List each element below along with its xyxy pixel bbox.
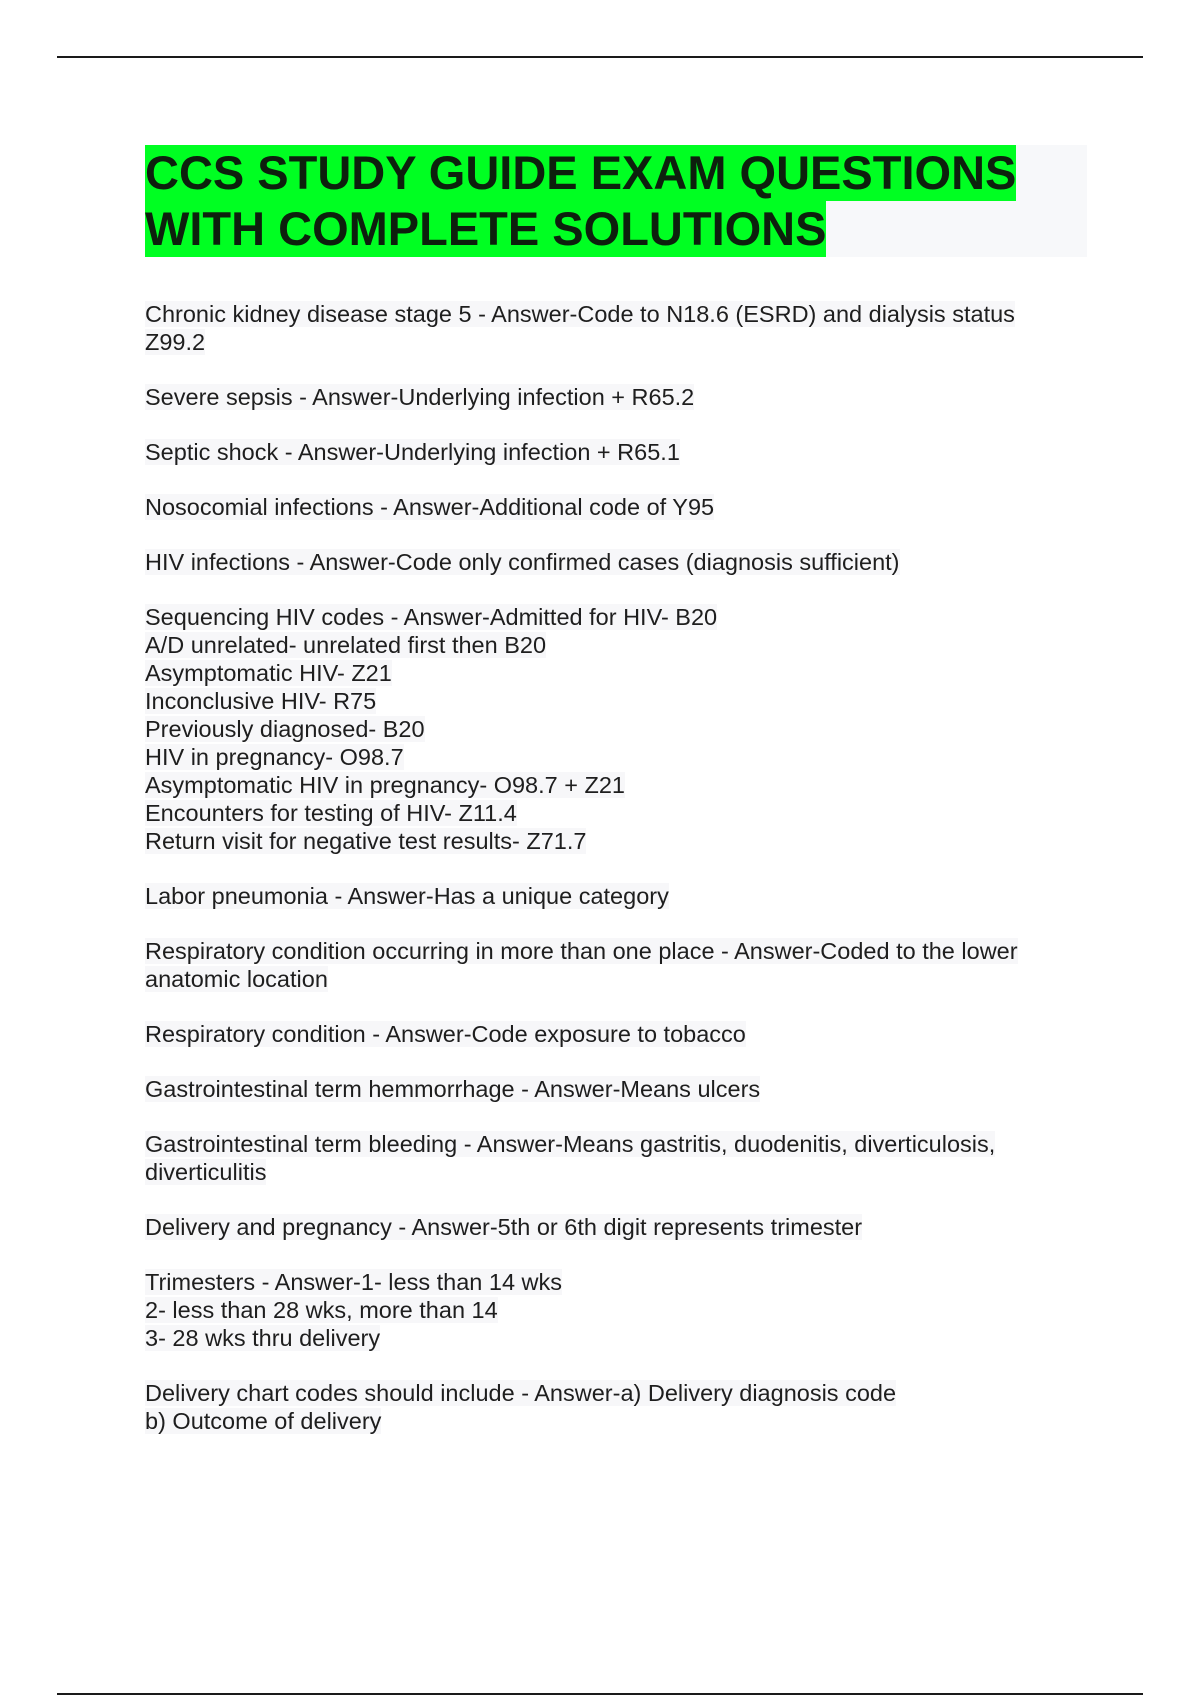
qa-line — [145, 799, 1105, 827]
qa-line — [145, 438, 1105, 466]
qa-line — [145, 827, 1105, 855]
qa-line-text: Respiratory condition - Answer-Code exposure to tobacco — [145, 1021, 746, 1047]
qa-item — [145, 1130, 1105, 1186]
qa-line-text: Asymptomatic HIV in pregnancy- O98.7 + Z21 — [145, 772, 626, 798]
qa-item — [145, 1213, 1105, 1241]
qa-item — [145, 438, 1105, 466]
qa-line-text: Delivery and pregnancy - Answer-5th or 6th digit represents trimester — [145, 1214, 863, 1240]
qa-line-text: Inconclusive HIV- R75 — [145, 688, 377, 714]
qa-line-text: HIV in pregnancy- O98.7 — [145, 744, 404, 770]
qa-line-text: Severe sepsis - Answer-Underlying infection + R65.2 — [145, 384, 695, 410]
qa-line-text: Encounters for testing of HIV- Z11.4 — [145, 800, 517, 826]
qa-line — [145, 603, 1105, 631]
qa-line — [145, 328, 1105, 356]
qa-line-text: Chronic kidney disease stage 5 - Answer-Code to N18.6 (ESRD) and dialysis status — [145, 301, 1015, 327]
qa-line — [145, 882, 1105, 910]
qa-line — [145, 493, 1105, 521]
qa-line — [145, 687, 1105, 715]
top-rule — [57, 56, 1143, 58]
qa-line — [145, 1296, 1105, 1324]
qa-line-text: diverticulitis — [145, 1159, 267, 1185]
qa-line-text: Sequencing HIV codes - Answer-Admitted for HIV- B20 — [145, 604, 718, 630]
qa-line-text: Respiratory condition occurring in more than one place - Answer-Coded to the lower — [145, 938, 1018, 964]
qa-line — [145, 659, 1105, 687]
qa-line-text: Septic shock - Answer-Underlying infection + R65.1 — [145, 439, 680, 465]
qa-item — [145, 1379, 1105, 1435]
qa-line-text: Trimesters - Answer-1- less than 14 wks — [145, 1269, 563, 1295]
qa-item — [145, 603, 1105, 855]
qa-line — [145, 631, 1105, 659]
qa-line — [145, 1075, 1105, 1103]
document-title — [145, 145, 1087, 257]
qa-line-text: Delivery chart codes should include - Answer-a) Delivery diagnosis code — [145, 1380, 897, 1406]
qa-line-text: Gastrointestinal term bleeding - Answer-Means gastritis, duodenitis, diverticulosis, — [145, 1131, 996, 1157]
qa-line-text: Previously diagnosed- B20 — [145, 716, 425, 742]
qa-line-text: A/D unrelated- unrelated first then B20 — [145, 632, 547, 658]
title-line-1: CCS STUDY GUIDE EXAM QUESTIONS — [145, 146, 1017, 199]
qa-line — [145, 1158, 1105, 1186]
qa-line — [145, 1020, 1105, 1048]
bottom-rule — [57, 1693, 1143, 1695]
qa-item — [145, 493, 1105, 521]
qa-item — [145, 1268, 1105, 1352]
qa-line-text: HIV infections - Answer-Code only confirmed cases (diagnosis sufficient) — [145, 549, 900, 575]
qa-line-text: Return visit for negative test results- Z71.7 — [145, 828, 587, 854]
qa-line — [145, 383, 1105, 411]
qa-line — [145, 548, 1105, 576]
title-line-2: WITH COMPLETE SOLUTIONS — [145, 202, 827, 255]
question-answer-list — [145, 300, 1105, 1462]
qa-line-text: Asymptomatic HIV- Z21 — [145, 660, 392, 686]
qa-line — [145, 1130, 1105, 1158]
qa-line-text: Nosocomial infections - Answer-Additional code of Y95 — [145, 494, 715, 520]
qa-line — [145, 1324, 1105, 1352]
qa-line — [145, 1407, 1105, 1435]
qa-line — [145, 937, 1105, 965]
qa-line — [145, 965, 1105, 993]
qa-line — [145, 771, 1105, 799]
qa-item — [145, 1075, 1105, 1103]
qa-line-text: b) Outcome of delivery — [145, 1408, 382, 1434]
qa-line — [145, 715, 1105, 743]
qa-line — [145, 743, 1105, 771]
qa-line — [145, 1379, 1105, 1407]
qa-line-text: 3- 28 wks thru delivery — [145, 1325, 381, 1351]
qa-line — [145, 1213, 1105, 1241]
qa-line-text: Labor pneumonia - Answer-Has a unique category — [145, 883, 669, 909]
qa-line-text: Gastrointestinal term hemmorrhage - Answer-Means ulcers — [145, 1076, 761, 1102]
qa-line-text: anatomic location — [145, 966, 328, 992]
qa-item — [145, 300, 1105, 356]
qa-item — [145, 1020, 1105, 1048]
qa-line-text: Z99.2 — [145, 329, 206, 355]
qa-item — [145, 882, 1105, 910]
qa-line — [145, 1268, 1105, 1296]
qa-item — [145, 548, 1105, 576]
qa-item — [145, 937, 1105, 993]
qa-item — [145, 383, 1105, 411]
qa-line — [145, 300, 1105, 328]
qa-line-text: 2- less than 28 wks, more than 14 — [145, 1297, 498, 1323]
